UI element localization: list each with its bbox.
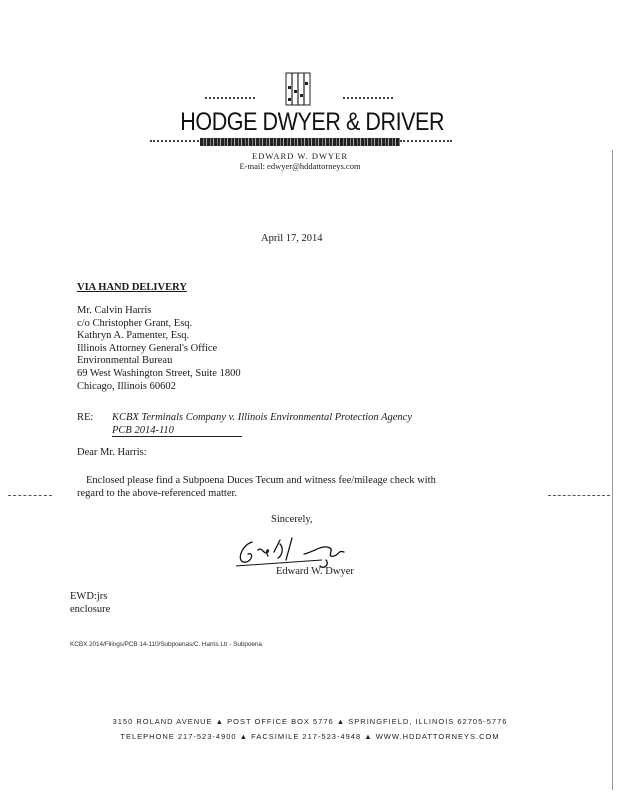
- closing: Sincerely,: [271, 514, 313, 525]
- file-path: KCBX 2014/Filings/PCB 14-110/Subpoenas/C. Harris Ltr - Subpoena: [70, 641, 262, 648]
- body-line: regard to the above-referenced matter.: [77, 487, 238, 499]
- address-line: 69 West Washington Street, Suite 1800: [77, 367, 241, 379]
- address-line: Mr. Calvin Harris: [77, 305, 152, 316]
- body-line: Enclosed please find a Subpoena Duces Tecum and witness fee/mileage check with: [86, 475, 436, 486]
- letterhead-rule-right: [400, 140, 452, 142]
- re-label: RE:: [77, 412, 94, 423]
- reference-initials: [70, 591, 110, 616]
- letterhead-bar: [200, 138, 400, 146]
- footer-address: 3150 ROLAND AVENUE ▲ POST OFFICE BOX 5776 ▲ SPRINGFIELD, ILLINOIS 62705-5776: [112, 717, 508, 726]
- letterhead-rule-left: [150, 140, 202, 142]
- address-line: Illinois Attorney General's Office: [77, 342, 218, 354]
- address-line: Environmental Bureau: [77, 355, 173, 367]
- scan-edge-line: [612, 150, 613, 790]
- re-case-number: PCB 2014-110: [112, 425, 174, 436]
- re-case-name: KCBX Terminals Company v. Illinois Environmental Protection Agency: [112, 412, 412, 423]
- firm-logo-icon: [285, 72, 311, 106]
- body-paragraph: [77, 475, 507, 500]
- attorney-name: EDWARD W. DWYER: [252, 151, 348, 161]
- enclosure-line: enclosure: [70, 603, 111, 615]
- address-line: Chicago, Illinois 60602: [77, 380, 176, 392]
- letterhead-rule-right: [343, 97, 393, 99]
- address-line: Kathryn A. Pamenter, Esq.: [77, 330, 190, 342]
- firm-name: HODGE DWYER & DRIVER: [180, 108, 445, 136]
- salutation: Dear Mr. Harris:: [77, 447, 147, 458]
- letterhead-rule-left: [205, 97, 255, 99]
- re-underline: [112, 436, 242, 437]
- attorney-email: E-mail: edwyer@hddattorneys.com: [239, 161, 361, 171]
- signer-name: Edward W. Dwyer: [276, 566, 354, 577]
- address-line: c/o Christopher Grant, Esq.: [77, 317, 193, 329]
- footer-contact: TELEPHONE 217-523-4900 ▲ FACSIMILE 217-523-4948 ▲ WWW.HDDATTORNEYS.COM: [120, 732, 500, 741]
- delivery-method: VIA HAND DELIVERY: [77, 282, 187, 293]
- initials-line: EWD:jrs: [70, 591, 108, 602]
- letter-date: April 17, 2014: [261, 233, 323, 244]
- recipient-address: [77, 305, 241, 393]
- scan-edge-mark: [548, 495, 610, 496]
- scan-edge-mark: [8, 495, 52, 496]
